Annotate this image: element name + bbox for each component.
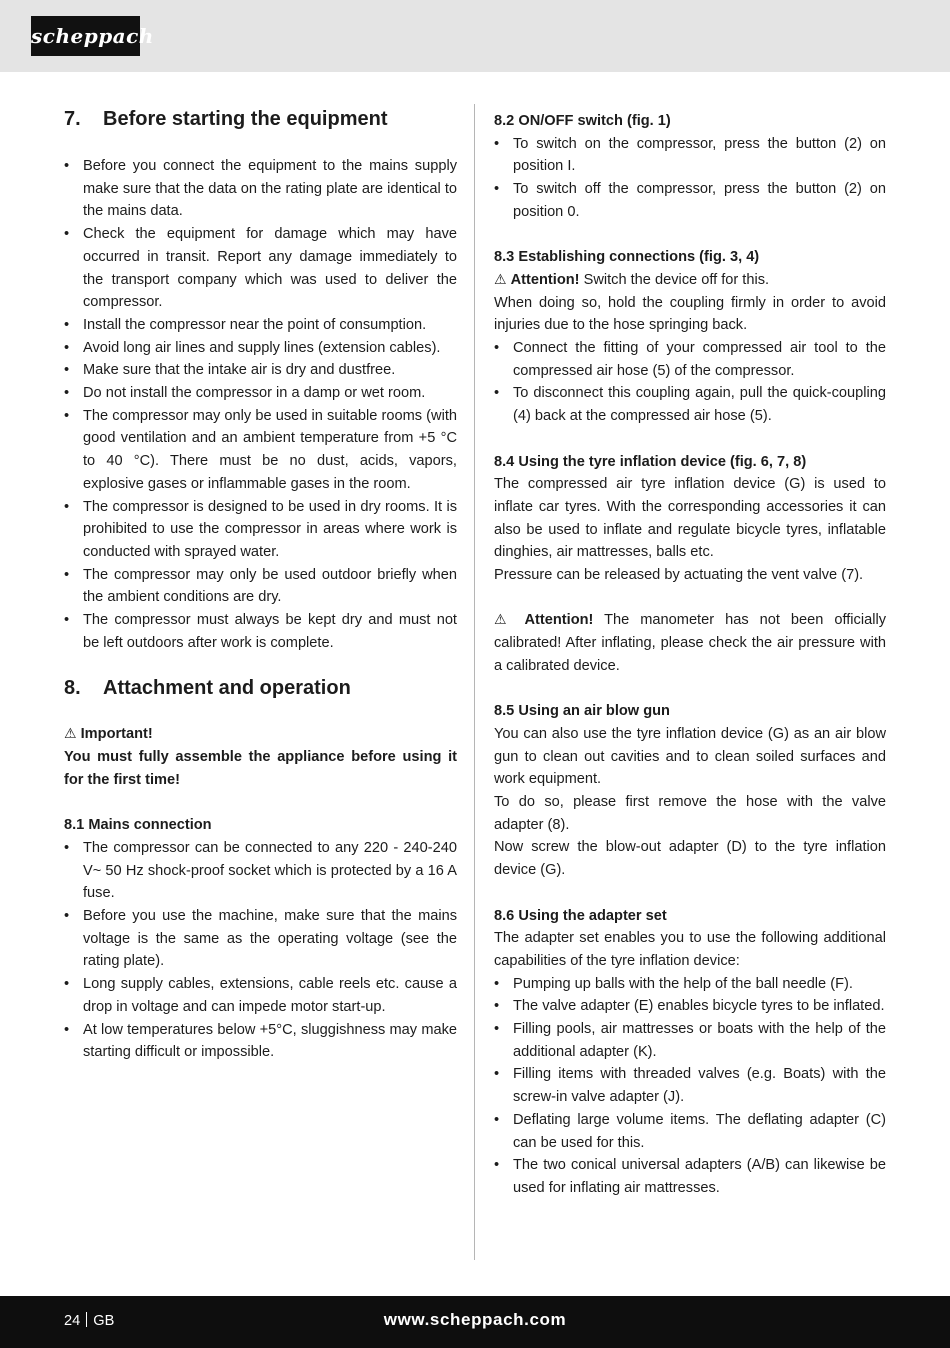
- left-column: [64, 104, 457, 1064]
- list-item: • Check the equipment for damage which may have occurred in transit. Report any damage immediately to the transport company which was used to deliver the compressor.: [64, 223, 457, 314]
- section-7-heading: [64, 104, 457, 134]
- list-item: • The compressor may only be used outdoor briefly when the ambient conditions are dry.: [64, 564, 457, 609]
- language-code: GB: [93, 1313, 115, 1329]
- list-item: • Filling pools, air mattresses or boats with the help of the additional adapter (K).: [494, 1018, 886, 1063]
- list-item: • The two conical universal adapters (A/B) can likewise be used for inflating air mattresses.: [494, 1154, 886, 1199]
- section-title: Before starting the equipment: [103, 108, 388, 130]
- attention-note: [494, 609, 886, 677]
- list-item: • Before you connect the equipment to the mains supply make sure that the data on the rating plate are identical to the mains data.: [64, 155, 457, 223]
- list-item: • Pumping up balls with the help of the ball needle (F).: [494, 973, 886, 996]
- important-label: Important!: [80, 726, 153, 743]
- list-item: • Do not install the compressor in a damp or wet room.: [64, 382, 457, 405]
- attention-label: Attention!: [510, 271, 580, 288]
- list-item: • The valve adapter (E) enables bicycle tyres to be inflated.: [494, 995, 886, 1018]
- subsection-8-2-heading: 8.2 ON/OFF switch (fig. 1): [494, 113, 671, 129]
- list-item: • Before you use the machine, make sure that the mains voltage is the same as the operating voltage (see the rating plate).: [64, 905, 457, 973]
- list-item: • Connect the fitting of your compressed air tool to the compressed air hose (5) of the compressor.: [494, 337, 886, 382]
- subsection-8-2-list: [494, 133, 886, 224]
- list-item: • To disconnect this coupling again, pull the quick-coupling (4) back at the compressed air hose (5).: [494, 382, 886, 427]
- warning-icon: ⚠: [494, 612, 514, 629]
- paragraph: Now screw the blow-out adapter (D) to the tyre inflation device (G).: [494, 839, 886, 879]
- list-item: • Make sure that the intake air is dry and dustfree.: [64, 359, 457, 382]
- list-item: • Deflating large volume items. The deflating adapter (C) can be used for this.: [494, 1109, 886, 1154]
- header-bar: [0, 0, 950, 72]
- brand-logo: scheppach: [31, 16, 140, 56]
- website-link[interactable]: www.scheppach.com: [383, 1310, 567, 1329]
- section-8-heading: [64, 673, 457, 703]
- subsection-8-4-heading: 8.4 Using the tyre inflation device (fig. 6, 7, 8): [494, 453, 807, 470]
- list-item: • To switch on the compressor, press the button (2) on position I.: [494, 133, 886, 178]
- section-number: 8.: [64, 677, 81, 700]
- list-item: • At low temperatures below +5°C, sluggishness may make starting difficult or impossible.: [64, 1019, 457, 1064]
- list-item: • Filling items with threaded valves (e.g. Boats) with the screw-in valve adapter (J).: [494, 1063, 886, 1108]
- attention-text: Switch the device off for this.: [579, 271, 770, 288]
- list-item: • The compressor can be connected to any 220 - 240-240 V~ 50 Hz shock-proof socket which is protected by a 16 A fuse.: [64, 837, 457, 905]
- attention-label: Attention!: [524, 612, 594, 629]
- list-item: • The compressor may only be used in suitable rooms (with good ventilation and an ambient temperature from +5 °C to 40 °C). There must be no dust, acids, vapors, explosive gases or inflammable gases in the room.: [64, 405, 457, 496]
- column-divider: [474, 104, 475, 1260]
- paragraph: The compressed air tyre inflation device (G) is used to inflate car tyres. With the corresponding accessories it can also be used to inflate and regulate bicycle tyres, inflatable dinghies, air mattresses, balls etc.: [494, 476, 886, 561]
- subsection-8-5-heading: 8.5 Using an air blow gun: [494, 703, 670, 720]
- important-note-text: You must fully assemble the appliance before using it for the first time!: [64, 749, 457, 788]
- warning-icon: ⚠: [494, 271, 507, 288]
- subsection-8-1-heading: 8.1 Mains connection: [64, 817, 212, 834]
- section-number: 7.: [64, 108, 81, 130]
- right-column: [494, 104, 886, 1200]
- list-item: • Avoid long air lines and supply lines (extension cables).: [64, 337, 457, 360]
- paragraph: To do so, please first remove the hose with the valve adapter (8).: [494, 794, 886, 833]
- section-7-list: [64, 155, 457, 654]
- paragraph: You can also use the tyre inflation device (G) as an air blow gun to clean out cavities and to clean soiled surfaces and work equipment.: [494, 725, 886, 788]
- subsection-8-6-heading: 8.6 Using the adapter set: [494, 907, 667, 924]
- attention-note: [494, 269, 886, 292]
- list-item: • To switch off the compressor, press the button (2) on position 0.: [494, 178, 886, 223]
- subsection-8-6-list: [494, 973, 886, 1200]
- important-note-heading: [64, 723, 457, 746]
- footer-bar: [0, 1296, 950, 1348]
- section-title: Attachment and operation: [103, 677, 351, 700]
- attention-text: The manometer has not been officially calibrated! After inflating, please check the air pressure with a calibrated device.: [494, 612, 886, 674]
- paragraph: The adapter set enables you to use the following additional capabilities of the tyre inflation device:: [494, 930, 886, 969]
- page-number: 24: [64, 1313, 81, 1329]
- paragraph: When doing so, hold the coupling firmly in order to avoid injuries due to the hose springing back.: [494, 294, 886, 334]
- list-item: • Install the compressor near the point of consumption.: [64, 314, 457, 337]
- warning-icon: ⚠: [64, 726, 77, 743]
- subsection-8-3-heading: 8.3 Establishing connections (fig. 3, 4): [494, 249, 760, 266]
- list-item: • The compressor is designed to be used in dry rooms. It is prohibited to use the compressor in areas where work is conducted with sprayed water.: [64, 496, 457, 564]
- paragraph: Pressure can be released by actuating the vent valve (7).: [494, 567, 864, 584]
- subsection-8-1-list: [64, 837, 457, 1064]
- list-item: • Long supply cables, extensions, cable reels etc. cause a drop in voltage and can impede motor start-up.: [64, 973, 457, 1018]
- subsection-8-3-list: [494, 337, 886, 428]
- list-item: • The compressor must always be kept dry and must not be left outdoors after work is complete.: [64, 609, 457, 654]
